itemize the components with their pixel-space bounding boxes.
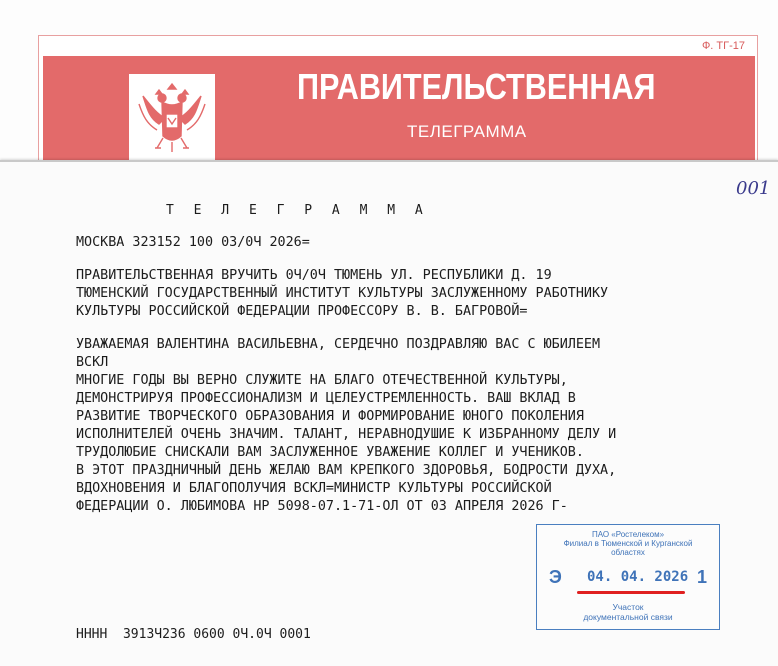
stamp-dept-line-2: документальной связи: [583, 612, 673, 622]
banner-title: ПРАВИТЕЛЬСТВЕННАЯ: [297, 66, 656, 107]
telegram-line-body-8: В ЭТОТ ПРАЗДНИЧНЫЙ ДЕНЬ ЖЕЛАЮ ВАМ КРЕПКОГО ЗДОРОВЬЯ, БОДРОСТИ ДУХА,: [76, 463, 617, 478]
stamp-org-line-2: Филиал в Тюменской и Курганской: [563, 539, 693, 548]
telegram-line-body-4: ДЕМОНСТРИРУЯ ПРОФЕССИОНАЛИЗМ И ЦЕЛЕУСТРЕМЛЕННОСТЬ. ВАШ ВКЛАД В: [76, 391, 576, 406]
telegram-line-body-6: ИСПОЛНИТЕЛЕЙ ОЧЕНЬ ЗНАЧИМ. ТАЛАНТ, НЕРАВНОДУШИЕ К ИЗБРАННОМУ ДЕЛУ И: [76, 427, 617, 442]
red-underline: [577, 591, 685, 594]
handwritten-number: 001: [736, 178, 771, 199]
stamp-number: 1: [696, 567, 707, 587]
stamp-letter: Э: [549, 567, 562, 587]
telegram-line-body-3: МНОГИЕ ГОДЫ ВЫ ВЕРНО СЛУЖИТЕ НА БЛАГО ОТЕЧЕСТВЕННОЙ КУЛЬТУРЫ,: [76, 373, 568, 388]
form-code: Ф. ТГ-17: [701, 40, 745, 52]
red-banner: [43, 56, 755, 166]
telegram-line-origin: МОСКВА 323152 100 03/0Ч 2026=: [76, 235, 310, 250]
telegram-line-body-5: РАЗВИТИЕ ТВОРЧЕСКОГО ОБРАЗОВАНИЯ И ФОРМИРОВАНИЕ ЮНОГО ПОКОЛЕНИЯ: [76, 409, 584, 424]
telegram-line-body-10: ФЕДЕРАЦИИ О. ЛЮБИМОВА НР 5098-07.1-71-ОЛ ОТ 03 АПРЕЛЯ 2026 Г-: [76, 499, 568, 514]
delivery-stamp: [536, 524, 720, 630]
telegram-line-body-2: ВСКЛ: [76, 355, 109, 370]
stamp-org-line-3: областях: [611, 548, 645, 557]
stamp-date: 04. 04. 2026: [587, 569, 689, 585]
telegram-line-address-1: ПРАВИТЕЛЬСТВЕННАЯ ВРУЧИТЬ 0Ч/0Ч ТЮМЕНЬ УЛ. РЕСПУБЛИКИ Д. 19: [76, 268, 552, 283]
telegram-form-header: [38, 35, 758, 172]
telegram-line-body-7: ТРУДОЛЮБИЕ СНИСКАЛИ ВАМ ЗАСЛУЖЕННОЕ УВАЖЕНИЕ КОЛЛЕГ И УЧЕНИКОВ.: [76, 445, 584, 460]
telegram-line-body-9: ВДОХНОВЕНИЯ И БЛАГОПОЛУЧИЯ ВСКЛ=МИНИСТР КУЛЬТУРЫ РОССИЙСКОЙ: [76, 481, 552, 496]
stamp-dept-line-1: Участок: [612, 602, 644, 612]
telegram-service-line: НННН 3913Ч236 0600 0Ч.0Ч 0001: [76, 627, 311, 642]
stamp-org-line-1: ПАО «Ростелеком»: [591, 530, 665, 539]
banner-subtitle: ТЕЛЕГРАММА: [407, 122, 527, 141]
telegram-line-address-2: ТЮМЕНСКИЙ ГОСУДАРСТВЕННЫЙ ИНСТИТУТ КУЛЬТУРЫ ЗАСЛУЖЕННОМУ РАБОТНИКУ: [76, 286, 609, 301]
coat-of-arms-icon: [129, 74, 215, 160]
telegram-line-address-3: КУЛЬТУРЫ РОССИЙСКОЙ ФЕДЕРАЦИИ ПРОФЕССОРУ В. В. БАГРОВОЙ=: [76, 304, 528, 319]
telegram-line-body-1: УВАЖАЕМАЯ ВАЛЕНТИНА ВАСИЛЬЕВНА, СЕРДЕЧНО ПОЗДРАВЛЯЮ ВАС С ЮБИЛЕЕМ: [76, 337, 601, 352]
telegram-heading: Т Е Л Е Г Р А М М А: [166, 203, 429, 218]
